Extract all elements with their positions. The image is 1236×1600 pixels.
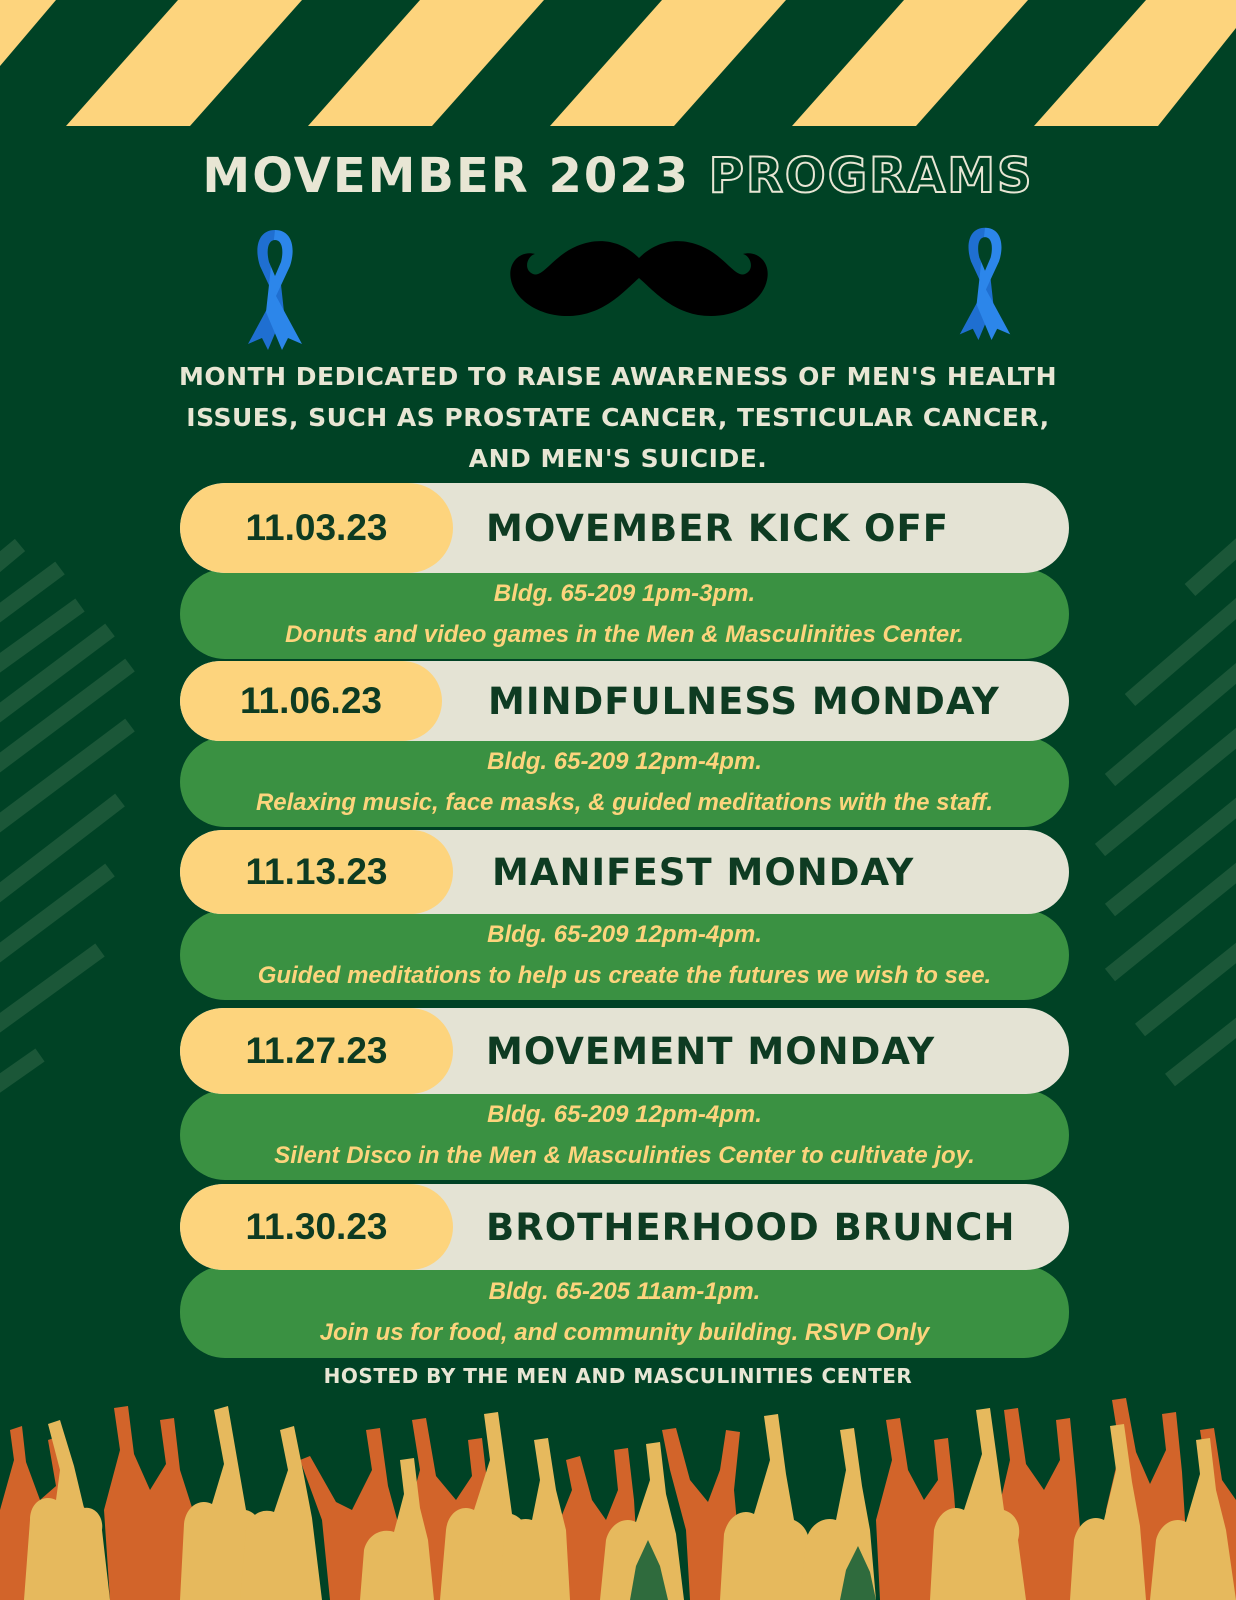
event-details — [180, 910, 1069, 1000]
event-header — [180, 830, 1069, 914]
mustache-icon — [505, 238, 773, 328]
event-card — [180, 1008, 1069, 1180]
event-date: 11.27.23 — [180, 1008, 453, 1094]
event-card — [180, 1184, 1069, 1358]
awareness-ribbon-icon — [950, 224, 1020, 340]
intro-line: MONTH DEDICATED TO RAISE AWARENESS OF MEN'S HEALTH — [179, 362, 1057, 391]
cheering-crowd-silhouette — [0, 1390, 1236, 1600]
event-location: Bldg. 65-209 1pm-3pm. — [493, 580, 756, 607]
event-description: Join us for food, and community building. RSVP Only — [319, 1319, 930, 1346]
intro-text — [150, 356, 1086, 479]
event-details — [180, 737, 1069, 827]
event-card — [180, 661, 1069, 827]
event-name: MOVEMENT MONDAY — [486, 1029, 936, 1073]
event-card — [180, 830, 1069, 1000]
event-location: Bldg. 65-209 12pm-4pm. — [487, 748, 762, 775]
event-name: MINDFULNESS MONDAY — [488, 679, 1000, 723]
event-date: 11.13.23 — [180, 830, 453, 914]
event-details — [180, 569, 1069, 659]
event-name: MOVEMBER KICK OFF — [486, 506, 950, 550]
event-card — [180, 483, 1069, 659]
title-bold: MOVEMBER 2023 — [202, 148, 691, 204]
page-title — [0, 148, 1236, 204]
event-header — [180, 1184, 1069, 1270]
title-outline: PROGRAMS — [708, 148, 1034, 204]
intro-line: AND MEN'S SUICIDE. — [468, 444, 768, 473]
event-header — [180, 661, 1069, 741]
event-location: Bldg. 65-205 11am-1pm. — [488, 1278, 761, 1305]
event-location: Bldg. 65-209 12pm-4pm. — [487, 1101, 762, 1128]
event-details — [180, 1266, 1069, 1358]
awareness-ribbon-icon — [240, 226, 310, 350]
event-details — [180, 1090, 1069, 1180]
event-description: Relaxing music, face masks, & guided meditations with the staff. — [255, 789, 994, 816]
event-description: Donuts and video games in the Men & Masculinities Center. — [285, 621, 964, 648]
event-date: 11.06.23 — [180, 661, 442, 741]
event-name: MANIFEST MONDAY — [492, 850, 915, 894]
event-description: Guided meditations to help us create the futures we wish to see. — [257, 962, 992, 989]
event-date: 11.30.23 — [180, 1184, 453, 1270]
event-location: Bldg. 65-209 12pm-4pm. — [487, 921, 762, 948]
event-name: BROTHERHOOD BRUNCH — [486, 1205, 1016, 1249]
hosted-by-footer: HOSTED BY THE MEN AND MASCULINITIES CENTER — [323, 1364, 913, 1388]
intro-line: ISSUES, SUCH AS PROSTATE CANCER, TESTICULAR CANCER, — [186, 403, 1050, 432]
event-header — [180, 483, 1069, 573]
event-header — [180, 1008, 1069, 1094]
event-description: Silent Disco in the Men & Masculinties Center to cultivate joy. — [274, 1142, 975, 1169]
event-date: 11.03.23 — [180, 483, 453, 573]
